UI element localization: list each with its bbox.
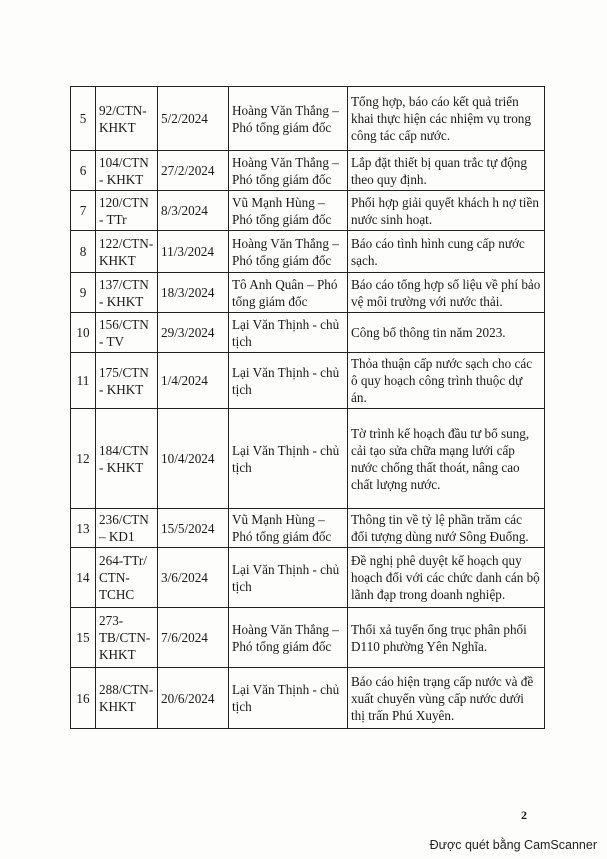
row-number: 13 — [71, 509, 96, 548]
signer: Hoàng Văn Thắng – Phó tổng giám đốc — [229, 87, 348, 151]
table-row — [71, 608, 545, 668]
document-code: 92/CTN-KHKT — [96, 87, 158, 151]
row-number: 9 — [71, 273, 96, 313]
table-row — [71, 87, 545, 151]
row-number: 8 — [71, 231, 96, 273]
table-row — [71, 191, 545, 231]
document-summary: Báo cáo hiện trạng cấp nước và đề xuất chuyển vùng cấp nước dưới thị trấn Phú Xuyên. — [348, 668, 545, 729]
document-code: 273-TB/CTN-KHKT — [96, 608, 158, 668]
document-date: 5/2/2024 — [158, 87, 229, 151]
row-number: 7 — [71, 191, 96, 231]
document-code: 175/CTN - KHKT — [96, 353, 158, 409]
document-date: 1/4/2024 — [158, 353, 229, 409]
row-number: 5 — [71, 87, 96, 151]
signer: Lại Văn Thịnh - chủ tịch — [229, 409, 348, 509]
table-row — [71, 548, 545, 608]
document-date: 3/6/2024 — [158, 548, 229, 608]
document-date: 20/6/2024 — [158, 668, 229, 729]
row-number: 10 — [71, 313, 96, 353]
signer: Hoàng Văn Thắng – Phó tổng giám đốc — [229, 151, 348, 191]
signer: Vũ Mạnh Hùng – Phó tổng giám đốc — [229, 509, 348, 548]
row-number: 16 — [71, 668, 96, 729]
table-row — [71, 668, 545, 729]
document-date: 10/4/2024 — [158, 409, 229, 509]
document-date: 15/5/2024 — [158, 509, 229, 548]
table-body — [71, 87, 545, 729]
document-summary: Tờ trình kế hoạch đầu tư bổ sung, cải tạo sửa chữa mạng lưới cấp nước chống thất thoát, nâng cao chất lượng nước. — [348, 409, 545, 509]
document-code: 264-TTr/ CTN-TCHC — [96, 548, 158, 608]
table-row — [71, 273, 545, 313]
document-date: 27/2/2024 — [158, 151, 229, 191]
document-summary: Thỏa thuận cấp nước sạch cho các ô quy hoạch công trình thuộc dự án. — [348, 353, 545, 409]
row-number: 14 — [71, 548, 96, 608]
table-row — [71, 231, 545, 273]
document-summary: Tổng hợp, báo cáo kết quả triển khai thực hiện các nhiệm vụ trong công tác cấp nước. — [348, 87, 545, 151]
document-date: 29/3/2024 — [158, 313, 229, 353]
row-number: 6 — [71, 151, 96, 191]
signer: Lại Văn Thịnh - chủ tịch — [229, 668, 348, 729]
signer: Tô Anh Quân – Phó tổng giám đốc — [229, 273, 348, 313]
signer: Lại Văn Thịnh - chủ tịch — [229, 313, 348, 353]
document-summary: Báo cáo tình hình cung cấp nước sạch. — [348, 231, 545, 273]
document-code: 104/CTN - KHKT — [96, 151, 158, 191]
document-summary: Đề nghị phê duyệt kế hoạch quy hoạch đối với các chức danh cán bộ lãnh đạp trong doanh nghiệp. — [348, 548, 545, 608]
table-row — [71, 409, 545, 509]
signer: Lại Văn Thịnh - chủ tịch — [229, 548, 348, 608]
document-code: 120/CTN - TTr — [96, 191, 158, 231]
document-summary: Công bố thông tin năm 2023. — [348, 313, 545, 353]
row-number: 12 — [71, 409, 96, 509]
document-code: 184/CTN - KHKT — [96, 409, 158, 509]
table-row — [71, 509, 545, 548]
signer: Vũ Mạnh Hùng – Phó tổng giám đốc — [229, 191, 348, 231]
document-summary: Phối hợp giải quyết khách h nợ tiền nước sinh hoạt. — [348, 191, 545, 231]
document-date: 7/6/2024 — [158, 608, 229, 668]
page-number: 2 — [521, 808, 527, 822]
document-date: 8/3/2024 — [158, 191, 229, 231]
document-date: 11/3/2024 — [158, 231, 229, 273]
document-summary: Báo cáo tổng hợp số liệu về phí bảo vệ môi trường với nước thải. — [348, 273, 545, 313]
signer: Hoàng Văn Thắng – Phó tổng giám đốc — [229, 608, 348, 668]
table-row — [71, 313, 545, 353]
row-number: 15 — [71, 608, 96, 668]
document-summary: Thông tin về tỷ lệ phần trăm các đối tượng dùng nướ Sông Đuống. — [348, 509, 545, 548]
signer: Hoàng Văn Thắng – Phó tổng giám đốc — [229, 231, 348, 273]
document-code: 122/CTN-KHKT — [96, 231, 158, 273]
document-table — [70, 86, 545, 729]
row-number: 11 — [71, 353, 96, 409]
document-code: 156/CTN - TV — [96, 313, 158, 353]
table-row — [71, 353, 545, 409]
document-code: 236/CTN – KD1 — [96, 509, 158, 548]
document-summary: Lắp đặt thiết bị quan trắc tự động theo quy định. — [348, 151, 545, 191]
camscanner-watermark: Được quét bằng CamScanner — [429, 838, 597, 852]
document-date: 18/3/2024 — [158, 273, 229, 313]
document-code: 137/CTN - KHKT — [96, 273, 158, 313]
table-row — [71, 151, 545, 191]
signer: Lại Văn Thịnh - chủ tịch — [229, 353, 348, 409]
document-summary: Thổi xả tuyến ống trục phân phối D110 phường Yên Nghĩa. — [348, 608, 545, 668]
document-code: 288/CTN-KHKT — [96, 668, 158, 729]
